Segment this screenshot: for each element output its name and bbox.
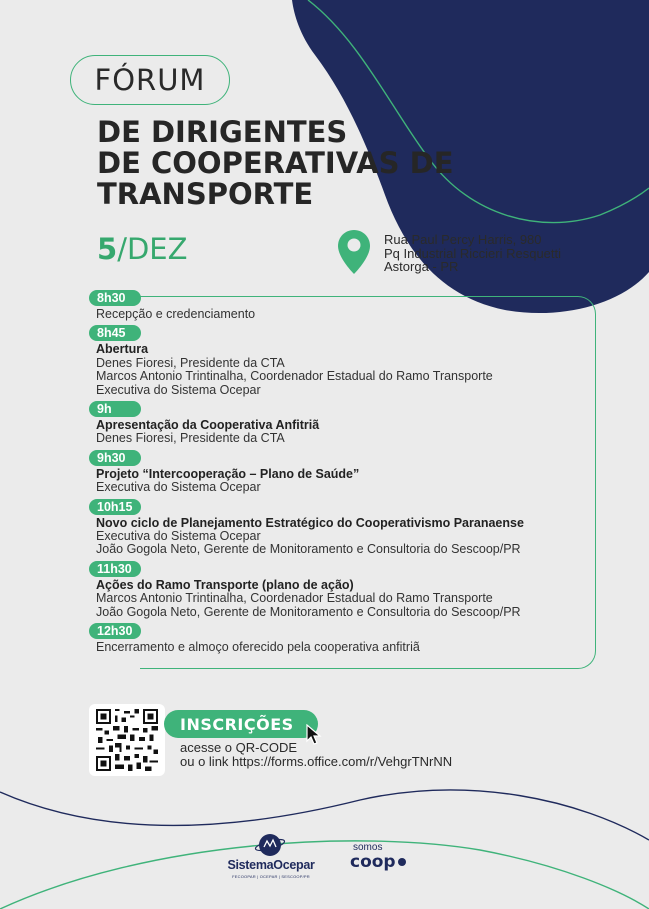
agenda-heading: Novo ciclo de Planejamento Estratégico do Cooperativismo Paranaense <box>96 515 524 530</box>
address-line-2: Pq Industrial Riccieri Resquetti <box>384 245 562 261</box>
agenda-line: Executiva do Sistema Ocepar <box>96 480 261 495</box>
agenda-time: 11h30 <box>89 561 141 577</box>
agenda-line: Marcos Antonio Trintinalha, Coordenador Estadual do Ramo Transporte <box>96 591 493 606</box>
registration-link[interactable]: ou o link https://forms.office.com/r/VehgrTNrNN <box>180 754 453 769</box>
agenda-time: 10h15 <box>89 499 141 515</box>
coop-somos-text: somos <box>353 842 383 853</box>
date-month: /DEZ <box>117 232 188 266</box>
agenda-line: Denes Fioresi, Presidente da CTA <box>96 355 285 370</box>
agenda-line: Denes Fioresi, Presidente da CTA <box>96 431 285 446</box>
qr-code-icon <box>96 709 158 771</box>
title-line-2: DE COOPERATIVAS DE <box>97 146 454 180</box>
agenda-line: Encerramento e almoço oferecido pela cooperativa anfitriã <box>96 640 420 655</box>
sistema-ocepar-logo <box>218 832 324 880</box>
date-day: 5 <box>97 232 118 266</box>
agenda-item <box>89 400 589 446</box>
coop-word: coop <box>350 853 414 871</box>
agenda-line: João Gogola Neto, Gerente de Monitoramento e Consultoria do Sescoop/PR <box>96 542 521 557</box>
event-address <box>384 233 561 274</box>
agenda-item <box>89 498 589 557</box>
agenda-line: Recepção e credenciamento <box>96 307 256 321</box>
title-line-3: TRANSPORTE <box>97 177 314 211</box>
agenda-line: João Gogola Neto, Gerente de Monitoramento e Consultoria do Sescoop/PR <box>96 604 521 619</box>
page-title <box>97 117 454 210</box>
agenda-line: Marcos Antonio Trintinalha, Coordenador Estadual do Ramo Transporte <box>96 369 493 384</box>
agenda-line: Executiva do Sistema Ocepar <box>96 382 261 397</box>
agenda-item <box>89 622 589 654</box>
agenda-heading: Abertura <box>96 342 149 357</box>
agenda-item <box>89 324 589 397</box>
agenda-heading: Ações do Ramo Transporte (plano de ação) <box>96 577 354 592</box>
agenda-item <box>89 449 589 495</box>
registration-instructions <box>180 741 452 769</box>
event-date <box>97 232 187 266</box>
agenda-time: 8h30 <box>89 290 141 306</box>
address-line-3: Astorga - PR <box>384 259 459 274</box>
registration-button[interactable]: INSCRIÇÕES <box>164 710 318 738</box>
title-line-1: DE DIRIGENTES <box>97 115 348 149</box>
agenda-line: Executiva do Sistema Ocepar <box>96 529 261 544</box>
agenda-time: 8h45 <box>89 325 141 341</box>
location-pin-icon <box>338 230 370 274</box>
qr-code[interactable] <box>89 704 165 776</box>
coop-dot-icon <box>398 858 406 866</box>
agenda-heading: Projeto “Intercooperação – Plano de Saúde” <box>96 466 360 481</box>
agenda-time: 9h30 <box>89 450 141 466</box>
ocepar-subtitle: FECOOPAR | OCEPAR | SESCOOP/PR <box>232 874 310 879</box>
agenda-item <box>89 560 589 619</box>
somos-coop-logo <box>350 842 414 878</box>
agenda-time: 9h <box>89 401 141 417</box>
forum-label: FÓRUM <box>70 55 230 105</box>
ocepar-name: SistemaOcepar <box>227 858 315 872</box>
ocepar-emblem-icon <box>254 832 286 858</box>
agenda-item <box>89 289 589 321</box>
agenda-time: 12h30 <box>89 623 141 639</box>
address-line-1: Rua Paul Percy Harris, 980 <box>384 232 542 247</box>
agenda-heading: Apresentação da Cooperativa Anfitriã <box>96 418 320 433</box>
registration-line-1: acesse o QR-CODE <box>180 740 298 755</box>
agenda-list <box>89 289 589 658</box>
